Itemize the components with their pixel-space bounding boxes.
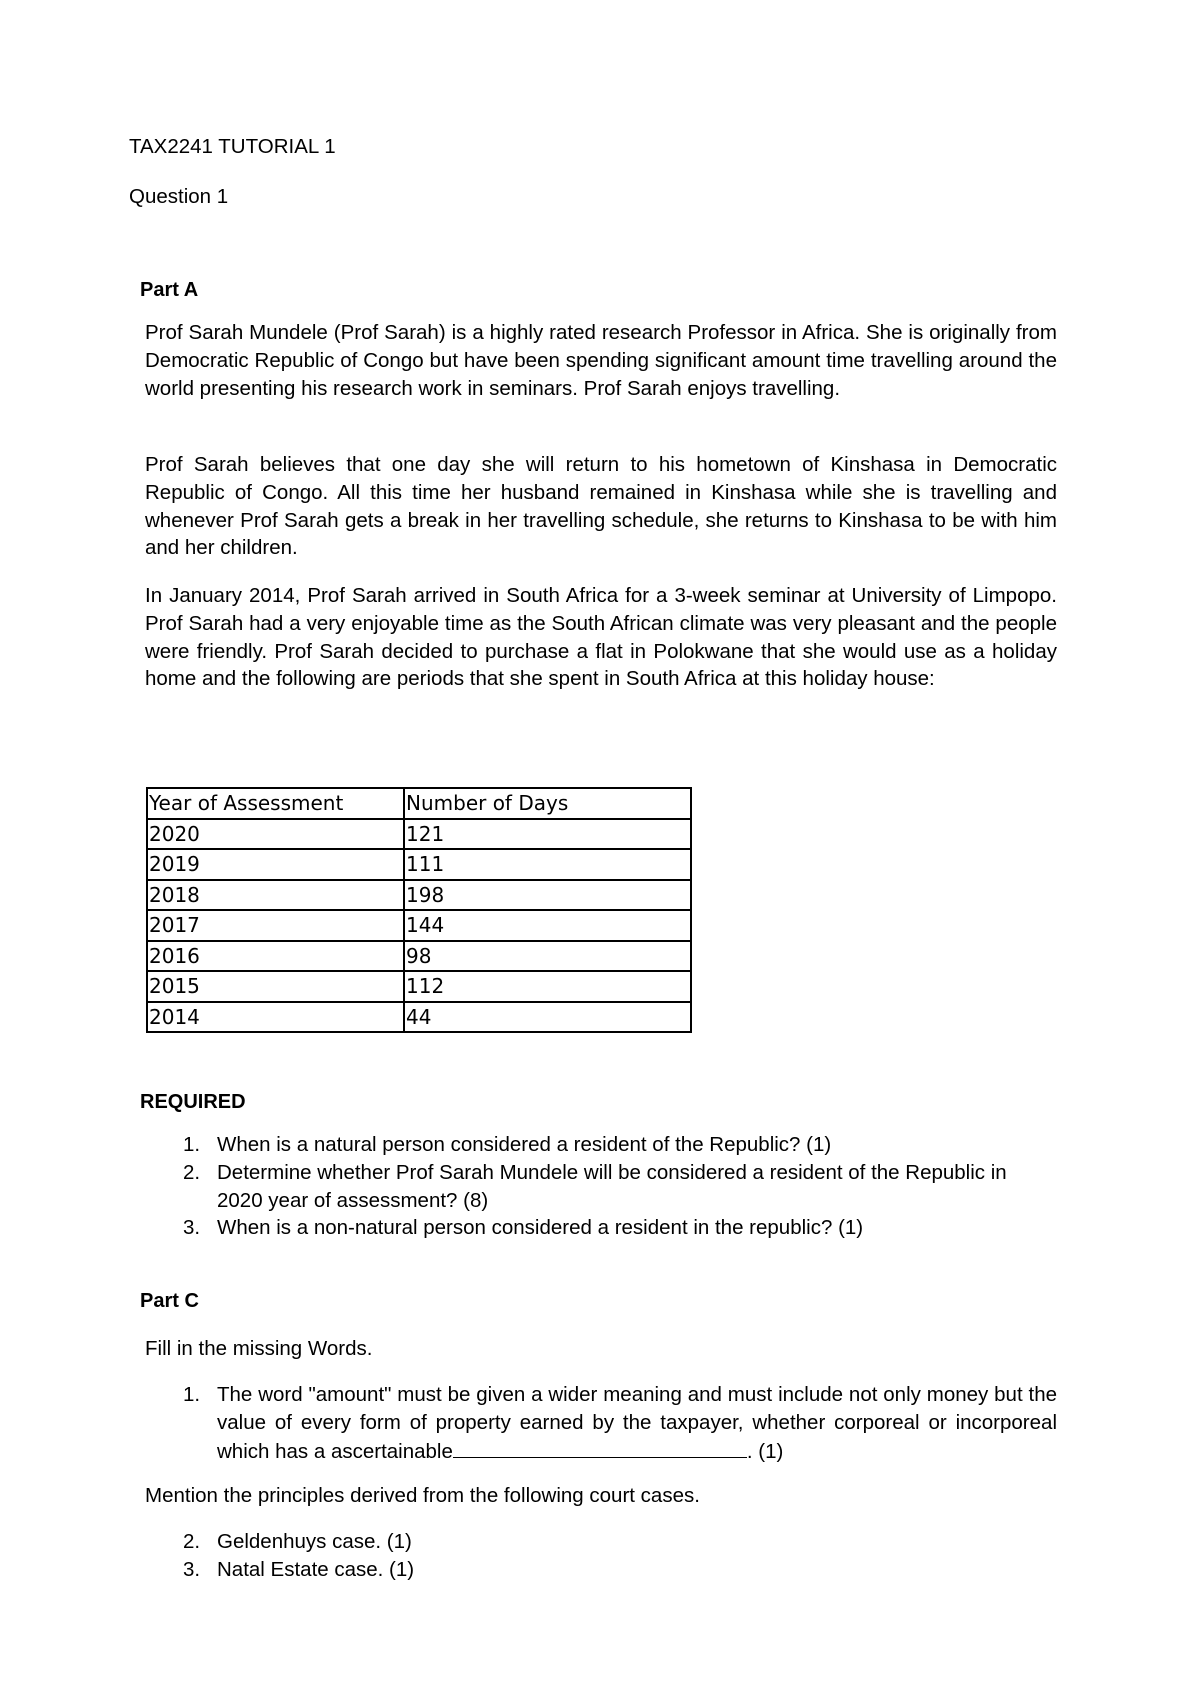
fill-text-after: . (1): [746, 1439, 784, 1463]
list-item-text: Geldenhuys case. (1): [217, 1530, 412, 1553]
table-cell-year: 2019: [147, 849, 404, 880]
table-row: [147, 849, 691, 880]
table-cell-days: 98: [404, 941, 691, 972]
fill-text-before: The word "amount" must be given a wider meaning and must include not only money but the value of every form of property earned by the taxpayer, whether corporeal or incorporeal which has a ascertainable: [217, 1383, 1057, 1463]
table-header-year: Year of Assessment: [147, 788, 404, 819]
table-cell-days: 121: [404, 819, 691, 850]
list-marker: 2.: [183, 1530, 201, 1553]
table-cell-days: 112: [404, 971, 691, 1002]
list-item: [145, 1528, 1057, 1556]
table-row: [147, 1002, 691, 1033]
part-a-heading: Part A: [140, 279, 199, 301]
list-marker: 1.: [183, 1133, 201, 1156]
list-item: [145, 1556, 1057, 1584]
list-item-text: When is a non-natural person considered a resident in the republic? (1): [217, 1216, 864, 1240]
table-header-row: [147, 788, 691, 819]
fill-instruction: Fill in the missing Words.: [145, 1337, 373, 1360]
list-item-text: Natal Estate case. (1): [217, 1557, 415, 1581]
table-cell-days: 198: [404, 880, 691, 911]
scenario-paragraph-1: Prof Sarah Mundele (Prof Sarah) is a highly rated research Professor in Africa. She is originally from Democratic Republic of Congo but have been spending significant amount time travelling around the world presenting his research work in seminars. Prof Sarah enjoys travelling.: [145, 321, 1057, 400]
list-item-text: Determine whether Prof Sarah Mundele will be considered a resident of the Republic in 2020 year of assessment? (8): [217, 1160, 1007, 1212]
fill-list: [145, 1381, 1057, 1465]
table-row: [147, 941, 691, 972]
table-cell-year: 2017: [147, 910, 404, 941]
scenario-paragraph-3: In January 2014, Prof Sarah arrived in South Africa for a 3-week seminar at University of Limpopo. Prof Sarah had a very enjoyable time as the South African climate was very pleasant and the people were friendly. Prof Sarah decided to purchase a flat in Polokwane that she would use as a holiday home and the following are periods that she spent in South Africa at this holiday house:: [145, 584, 1057, 691]
list-item: [145, 1214, 1057, 1242]
list-item: [145, 1381, 1057, 1465]
cases-instruction: Mention the principles derived from the following court cases.: [145, 1484, 700, 1507]
table-cell-days: 144: [404, 910, 691, 941]
list-marker: 3.: [183, 1216, 201, 1240]
list-marker: 2.: [183, 1160, 201, 1184]
table-row: [147, 880, 691, 911]
list-marker: 1.: [183, 1383, 201, 1406]
table-cell-days: 111: [404, 849, 691, 880]
required-list: [145, 1131, 1057, 1242]
table-row: [147, 971, 691, 1002]
table-cell-days: 44: [404, 1002, 691, 1033]
list-item: [145, 1159, 1057, 1215]
required-heading: REQUIRED: [140, 1091, 246, 1113]
table-cell-year: 2018: [147, 880, 404, 911]
cases-list: [145, 1528, 1057, 1584]
table-row: [147, 910, 691, 941]
question-label: Question 1: [129, 185, 229, 208]
part-c-heading: Part C: [140, 1290, 199, 1312]
table-row: [147, 819, 691, 850]
table-cell-year: 2016: [147, 941, 404, 972]
table-header-days: Number of Days: [404, 788, 691, 819]
answer-blank: [453, 1437, 747, 1458]
table-cell-year: 2014: [147, 1002, 404, 1033]
list-item-text: When is a natural person considered a resident of the Republic? (1): [217, 1133, 832, 1156]
table-cell-year: 2020: [147, 819, 404, 850]
list-item: [145, 1131, 1057, 1159]
scenario-paragraph-2: Prof Sarah believes that one day she will return to his hometown of Kinshasa in Democratic Republic of Congo. All this time her husband remained in Kinshasa while she is travelling and whenever Prof Sarah gets a break in her travelling schedule, she returns to Kinshasa to be with him and her children.: [145, 453, 1057, 560]
list-marker: 3.: [183, 1557, 201, 1581]
table-cell-year: 2015: [147, 971, 404, 1002]
document-title: TAX2241 TUTORIAL 1: [129, 135, 336, 158]
days-table: [146, 787, 692, 1033]
